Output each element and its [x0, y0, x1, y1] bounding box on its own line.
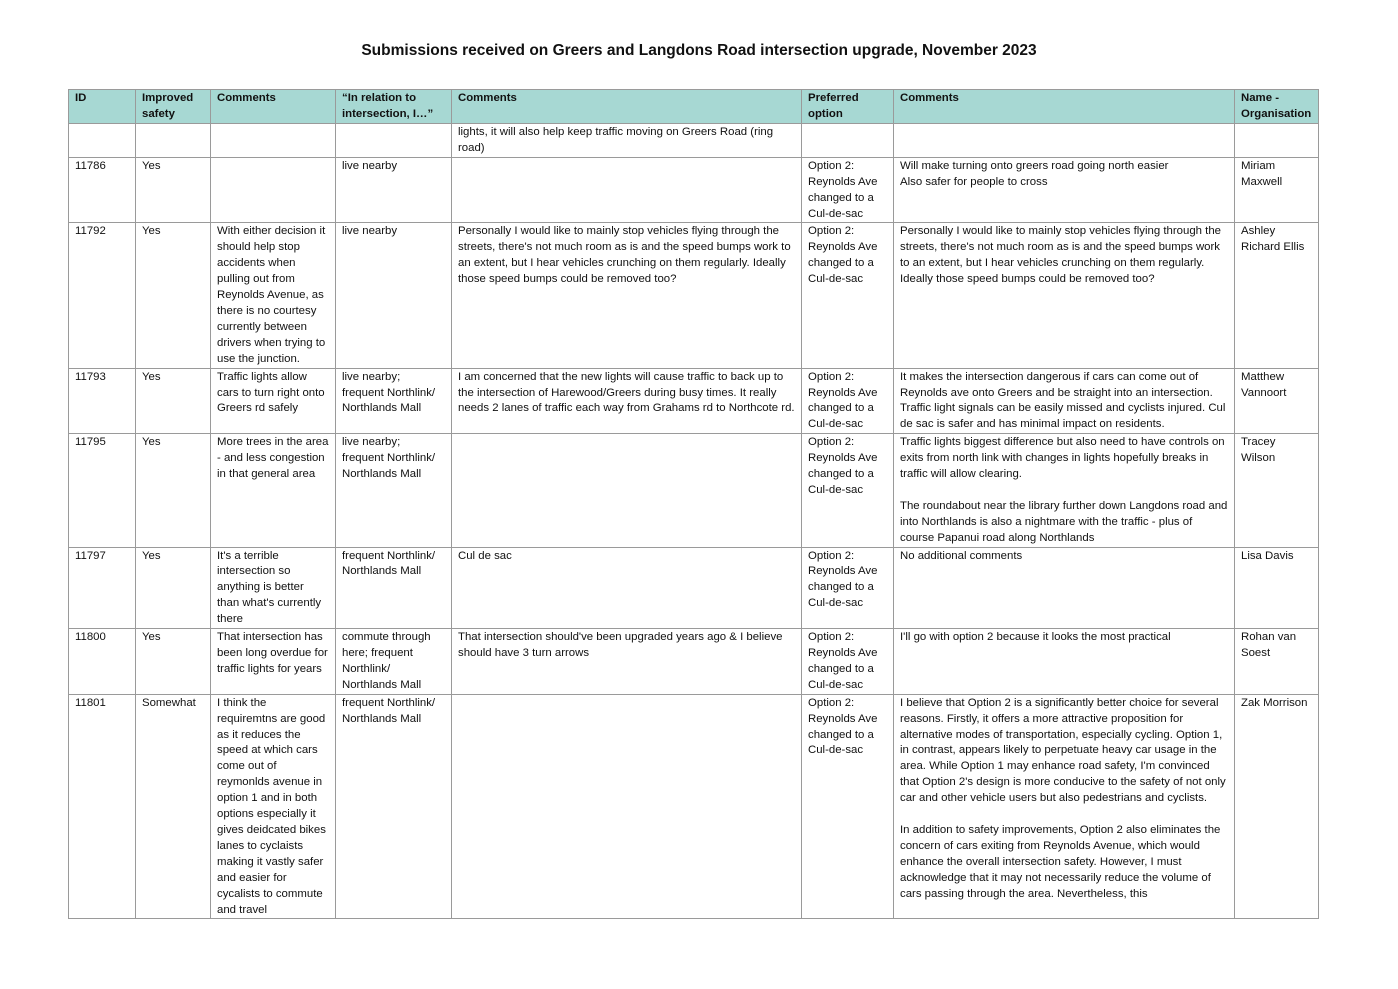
- cell-option: [802, 124, 894, 158]
- cell-option: Option 2: Reynolds Ave changed to a Cul-de-sac: [802, 434, 894, 547]
- cell-relation: live nearby: [336, 157, 452, 223]
- cell-id: [69, 124, 136, 158]
- cell-comments-3: I'll go with option 2 because it looks the most practical: [894, 629, 1235, 695]
- cell-comments-3: It makes the intersection dangerous if cars can come out of Reynolds ave onto Greers and be straight into an intersection. Traffic light signals can be easily missed and cyclists injured. Cul de sac is safer and has minimal impact on residents.: [894, 368, 1235, 434]
- cell-comments-2: That intersection should've been upgraded years ago & I believe should have 3 turn arrows: [452, 629, 802, 695]
- table-row: [69, 547, 1319, 629]
- table-row: [69, 629, 1319, 695]
- page-title: Submissions received on Greers and Langdons Road intersection upgrade, November 2023: [361, 42, 1037, 59]
- cell-safety: [136, 124, 211, 158]
- cell-safety: Yes: [136, 368, 211, 434]
- cell-safety: Yes: [136, 223, 211, 368]
- cell-safety: Yes: [136, 629, 211, 695]
- cell-relation: commute through here; frequent Northlink/ Northlands Mall: [336, 629, 452, 695]
- cell-comments-2: I am concerned that the new lights will cause traffic to back up to the intersection of Harewood/Greers during busy times. It really needs 2 lanes of traffic each way from Grahams rd to Northcote rd.: [452, 368, 802, 434]
- cell-name: Matthew Vannoort: [1235, 368, 1319, 434]
- header-row: [69, 90, 1319, 124]
- cell-comments-2: [452, 157, 802, 223]
- cell-relation: live nearby: [336, 223, 452, 368]
- cell-id: 11800: [69, 629, 136, 695]
- cell-relation: live nearby; frequent Northlink/ Northlands Mall: [336, 368, 452, 434]
- cell-comments-1: That intersection has been long overdue for traffic lights for years: [211, 629, 336, 695]
- cell-relation: frequent Northlink/ Northlands Mall: [336, 694, 452, 919]
- cell-name: Lisa Davis: [1235, 547, 1319, 629]
- cell-name: Ashley Richard Ellis: [1235, 223, 1319, 368]
- cell-safety: Yes: [136, 434, 211, 547]
- cell-option: Option 2: Reynolds Ave changed to a Cul-de-sac: [802, 694, 894, 919]
- cell-comments-2: lights, it will also help keep traffic moving on Greers Road (ring road): [452, 124, 802, 158]
- cell-relation: [336, 124, 452, 158]
- cell-comments-1: More trees in the area - and less congestion in that general area: [211, 434, 336, 547]
- cell-name: Rohan van Soest: [1235, 629, 1319, 695]
- cell-comments-2: [452, 434, 802, 547]
- cell-name: [1235, 124, 1319, 158]
- cell-comments-1: Traffic lights allow cars to turn right onto Greers rd safely: [211, 368, 336, 434]
- table-row: [69, 434, 1319, 547]
- header-comments-2: Comments: [452, 90, 802, 124]
- cell-option: Option 2: Reynolds Ave changed to a Cul-de-sac: [802, 223, 894, 368]
- header-improved-safety: Improved safety: [136, 90, 211, 124]
- cell-option: Option 2: Reynolds Ave changed to a Cul-de-sac: [802, 157, 894, 223]
- cell-comments-1: It's a terrible intersection so anything is better than what's currently there: [211, 547, 336, 629]
- header-id: ID: [69, 90, 136, 124]
- header-comments-3: Comments: [894, 90, 1235, 124]
- cell-id: 11792: [69, 223, 136, 368]
- cell-option: Option 2: Reynolds Ave changed to a Cul-de-sac: [802, 368, 894, 434]
- table-row: [69, 694, 1319, 919]
- cell-comments-3: [894, 124, 1235, 158]
- cell-name: Miriam Maxwell: [1235, 157, 1319, 223]
- header-preferred-option: Preferred option: [802, 90, 894, 124]
- cell-comments-3: Traffic lights biggest difference but also need to have controls on exits from north link with changes in lights hopefully breaks in traffic will allow clearing. The roundabout near the library further down Langdons road and into Northlands is also a nightmare with the traffic - plus of course Papanui road along Northlands: [894, 434, 1235, 547]
- cell-option: Option 2: Reynolds Ave changed to a Cul-de-sac: [802, 629, 894, 695]
- cell-safety: Yes: [136, 547, 211, 629]
- cell-id: 11786: [69, 157, 136, 223]
- table-row: [69, 157, 1319, 223]
- cell-name: Tracey Wilson: [1235, 434, 1319, 547]
- cell-id: 11797: [69, 547, 136, 629]
- cell-comments-1: [211, 124, 336, 158]
- cell-comments-3: Will make turning onto greers road going north easier Also safer for people to cross: [894, 157, 1235, 223]
- cell-comments-1: [211, 157, 336, 223]
- cell-comments-1: With either decision it should help stop accidents when pulling out from Reynolds Avenue, as there is no courtesy currently between drivers when trying to use the junction.: [211, 223, 336, 368]
- cell-relation: live nearby; frequent Northlink/ Northlands Mall: [336, 434, 452, 547]
- cell-name: Zak Morrison: [1235, 694, 1319, 919]
- table-row: [69, 368, 1319, 434]
- cell-comments-2: [452, 694, 802, 919]
- cell-comments-2: Personally I would like to mainly stop vehicles flying through the streets, there's not much room as is and the speed bumps work to an extent, but I hear vehicles crunching on them regularly. Ideally those speed bumps could be removed too?: [452, 223, 802, 368]
- header-name-organisation: Name - Organisation: [1235, 90, 1319, 124]
- cell-comments-3: Personally I would like to mainly stop vehicles flying through the streets, there's not much room as is and the speed bumps work to an extent, but I hear vehicles crunching on them regularly. Ideally those speed bumps could be removed too?: [894, 223, 1235, 368]
- cell-safety: Somewhat: [136, 694, 211, 919]
- cell-safety: Yes: [136, 157, 211, 223]
- cell-comments-3: No additional comments: [894, 547, 1235, 629]
- cell-option: Option 2: Reynolds Ave changed to a Cul-de-sac: [802, 547, 894, 629]
- cell-comments-1: I think the requiremtns are good as it reduces the speed at which cars come out of reymonlds avenue in option 1 and in both options especially it gives deidcated bikes lanes to cyclaists making it vastly safer and easier for cycalists to commute and travel: [211, 694, 336, 919]
- cell-id: 11801: [69, 694, 136, 919]
- cell-comments-2: Cul de sac: [452, 547, 802, 629]
- cell-comments-3: I believe that Option 2 is a significantly better choice for several reasons. Firstly, it offers a more attractive proposition for alternative modes of transportation, especially cycling. Option 1, in contrast, appears likely to perpetuate heavy car usage in the area. While Option 1 may enhance road safety, I'm convinced that Option 2's design is more conducive to the safety of not only car and other vehicle users but also pedestrians and cyclists. In addition to safety improvements, Option 2 also eliminates the concern of cars exiting from Reynolds Avenue, which would enhance the overall intersection safety. However, I must acknowledge that it may not necessarily reduce the volume of cars passing through the area. Nevertheless, this: [894, 694, 1235, 919]
- submissions-table: [68, 89, 1319, 919]
- table-row: [69, 223, 1319, 368]
- cell-id: 11795: [69, 434, 136, 547]
- table-row: [69, 124, 1319, 158]
- cell-id: 11793: [69, 368, 136, 434]
- cell-relation: frequent Northlink/ Northlands Mall: [336, 547, 452, 629]
- header-relation: “In relation to intersection, I…”: [336, 90, 452, 124]
- header-comments-1: Comments: [211, 90, 336, 124]
